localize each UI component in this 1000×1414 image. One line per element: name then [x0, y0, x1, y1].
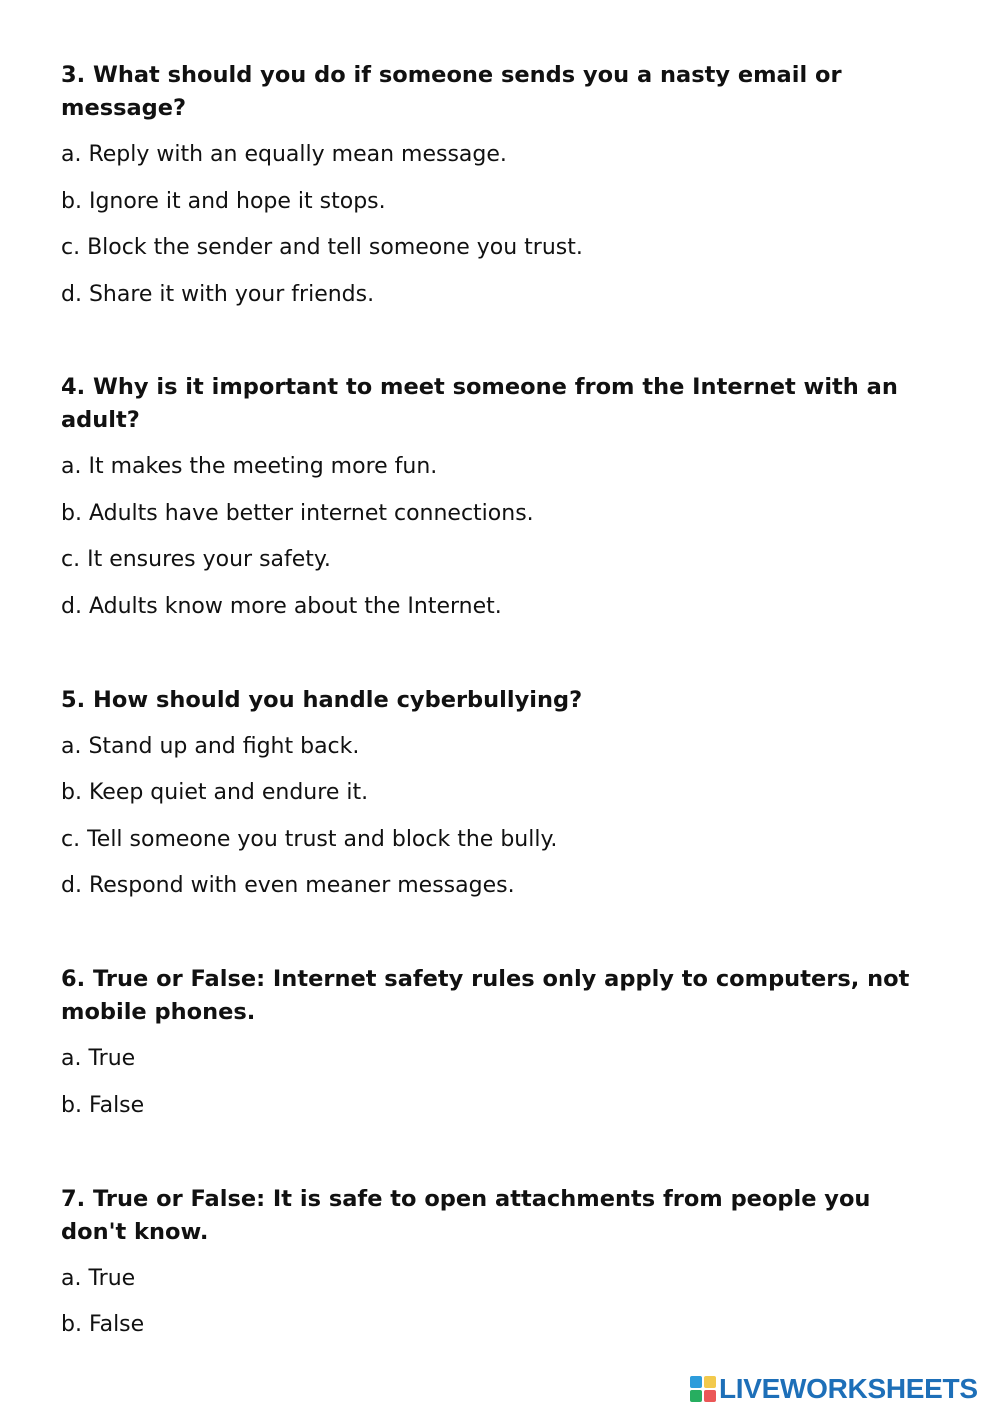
question-3-option-b: b. Ignore it and hope it stops. [61, 189, 386, 214]
logo-square-4 [704, 1390, 716, 1402]
liveworksheets-logo-icon [690, 1376, 716, 1402]
question-4-option-d: d. Adults know more about the Internet. [61, 594, 502, 619]
question-7-option-a: a. True [61, 1266, 136, 1291]
question-4-title: 4. Why is it important to meet someone from the Internet with an adult? [61, 374, 898, 433]
question-6-option-b: b. False [61, 1093, 145, 1118]
question-4-option-b: b. Adults have better internet connections. [61, 501, 534, 526]
logo-square-3 [690, 1390, 702, 1402]
question-6-option-a: a. True [61, 1046, 136, 1071]
question-7-option-b: b. False [61, 1312, 145, 1337]
logo-square-1 [690, 1376, 702, 1388]
question-4-option-c: c. It ensures your safety. [61, 547, 331, 572]
question-5-title: 5. How should you handle cyberbullying? [61, 687, 583, 713]
liveworksheets-brand-text: LIVEWORKSHEETS [719, 1373, 978, 1404]
question-5-option-a: a. Stand up and fight back. [61, 734, 360, 759]
question-3-title: 3. What should you do if someone sends you a nasty email or message? [61, 62, 842, 121]
question-3-option-d: d. Share it with your friends. [61, 282, 375, 307]
question-5-option-b: b. Keep quiet and endure it. [61, 780, 369, 805]
question-6-title: 6. True or False: Internet safety rules only apply to computers, not mobile phones. [61, 966, 910, 1025]
liveworksheets-brand [690, 1371, 990, 1407]
question-3-option-c: c. Block the sender and tell someone you trust. [61, 235, 583, 260]
logo-square-2 [704, 1376, 716, 1388]
question-5-option-c: c. Tell someone you trust and block the bully. [61, 827, 558, 852]
question-7-title: 7. True or False: It is safe to open attachments from people you don't know. [61, 1186, 871, 1245]
question-4-option-a: a. It makes the meeting more fun. [61, 454, 438, 479]
question-3-option-a: a. Reply with an equally mean message. [61, 142, 507, 167]
question-5-option-d: d. Respond with even meaner messages. [61, 873, 515, 898]
